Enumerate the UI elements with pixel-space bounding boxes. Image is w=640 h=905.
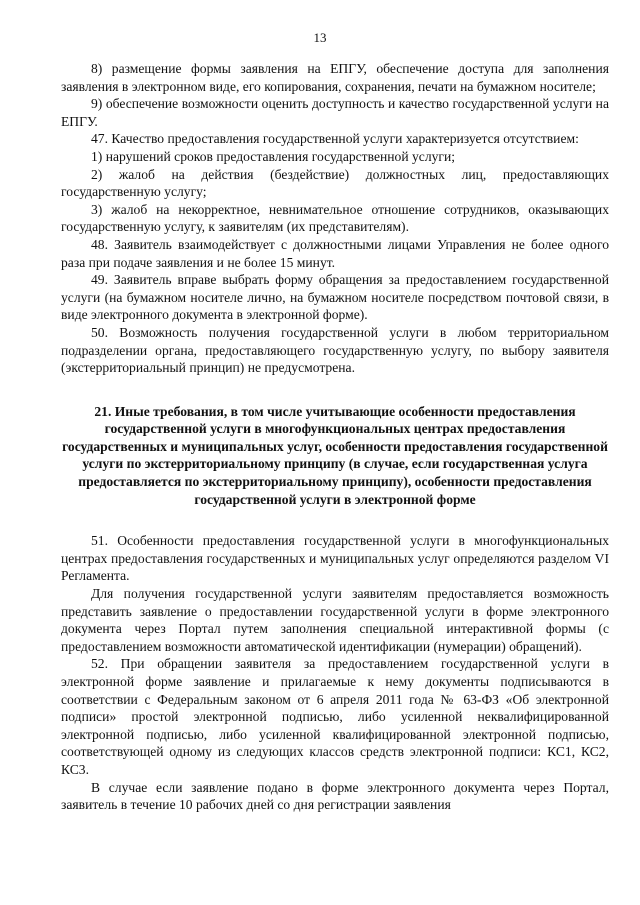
page-number: 13	[313, 30, 327, 45]
paragraph-51: 51. Особенности предоставления государственной услуги в многофункциональных центрах предоставления государственных и муниципальных услуг определяются разделом VI Регламента.	[61, 533, 609, 584]
paragraph-47: 47. Качество предоставления государственной услуги характеризуется отсутствием:	[91, 131, 579, 147]
paragraph-item-8: 8) размещение формы заявления на ЕПГУ, обеспечение доступа для заполнения заявления в электронном виде, его копирования, сохранения, печати на бумажном носителе;	[61, 61, 609, 94]
paragraph-47-item-3: 3) жалоб на некорректное, невнимательное отношение сотрудников, оказывающих государственную услугу, к заявителям (их представителям).	[61, 201, 609, 235]
paragraph-47-item-1: 1) нарушений сроков предоставления государственной услуги;	[91, 148, 456, 164]
paragraph-47-item-2: 2) жалоб на действия (бездействие) должностных лиц, предоставляющих государственную услугу;	[61, 166, 609, 200]
document-body	[61, 60, 609, 814]
paragraph-item-9: 9) обеспечение возможности оценить доступность и качество государственной услуги на ЕПГУ.	[61, 96, 609, 129]
paragraph-portal-submission: В случае если заявление подано в форме электронного документа через Портал, заявитель в течение 10 рабочих дней со дня регистрации заявления	[61, 779, 609, 813]
paragraph-portal-application: Для получения государственной услуги заявителям предоставляется возможность представить заявление о предоставлении государственной услуги в форме электронного документа через Портал путем заполнения специальной интерактивной формы (с предоставлением возможности автоматической идентификации (нумерации) обращений).	[61, 586, 609, 654]
section-heading: 21. Иные требования, в том числе учитывающие особенности предоставления государственной услуги в многофункциональных центрах предоставления государственных и муниципальных услуг, особенности предоставления государственной услуги по экстерриториальному принципу (в случае, если государственная услуга предоставляется по экстерриториальному принципу), особенности предоставления государственной услуги в электронной форме	[62, 403, 608, 507]
paragraph-50: 50. Возможность получения государственной услуги в любом территориальном подразделении органа, предоставляющего государственную услугу, по выбору заявителя (экстерриториальный принцип) не предусмотрена.	[61, 324, 609, 376]
paragraph-48: 48. Заявитель взаимодействует с должностными лицами Управления не более одного раза при подаче заявления и не более 15 минут.	[61, 236, 609, 270]
paragraph-52: 52. При обращении заявителя за предоставлением государственной услуги в электронной форме заявление и прилагаемые к нему документы подписываются в соответствии с Федеральным законом от 6 апреля 2011 года № 63-ФЗ «Об электронной подписи» простой электронной подписью, либо усиленной неквалифицированной электронной подписью, либо усиленной квалифицированной электронной подписью, соответствующей одному из следующих классов средств электронной подписи: КС1, КС2, КС3.	[61, 656, 609, 777]
paragraph-49: 49. Заявитель вправе выбрать форму обращения за предоставлением государственной услуги (на бумажном носителе лично, на бумажном носителе посредством почтовой связи, в виде электронного документа в электронной форме).	[61, 272, 609, 323]
